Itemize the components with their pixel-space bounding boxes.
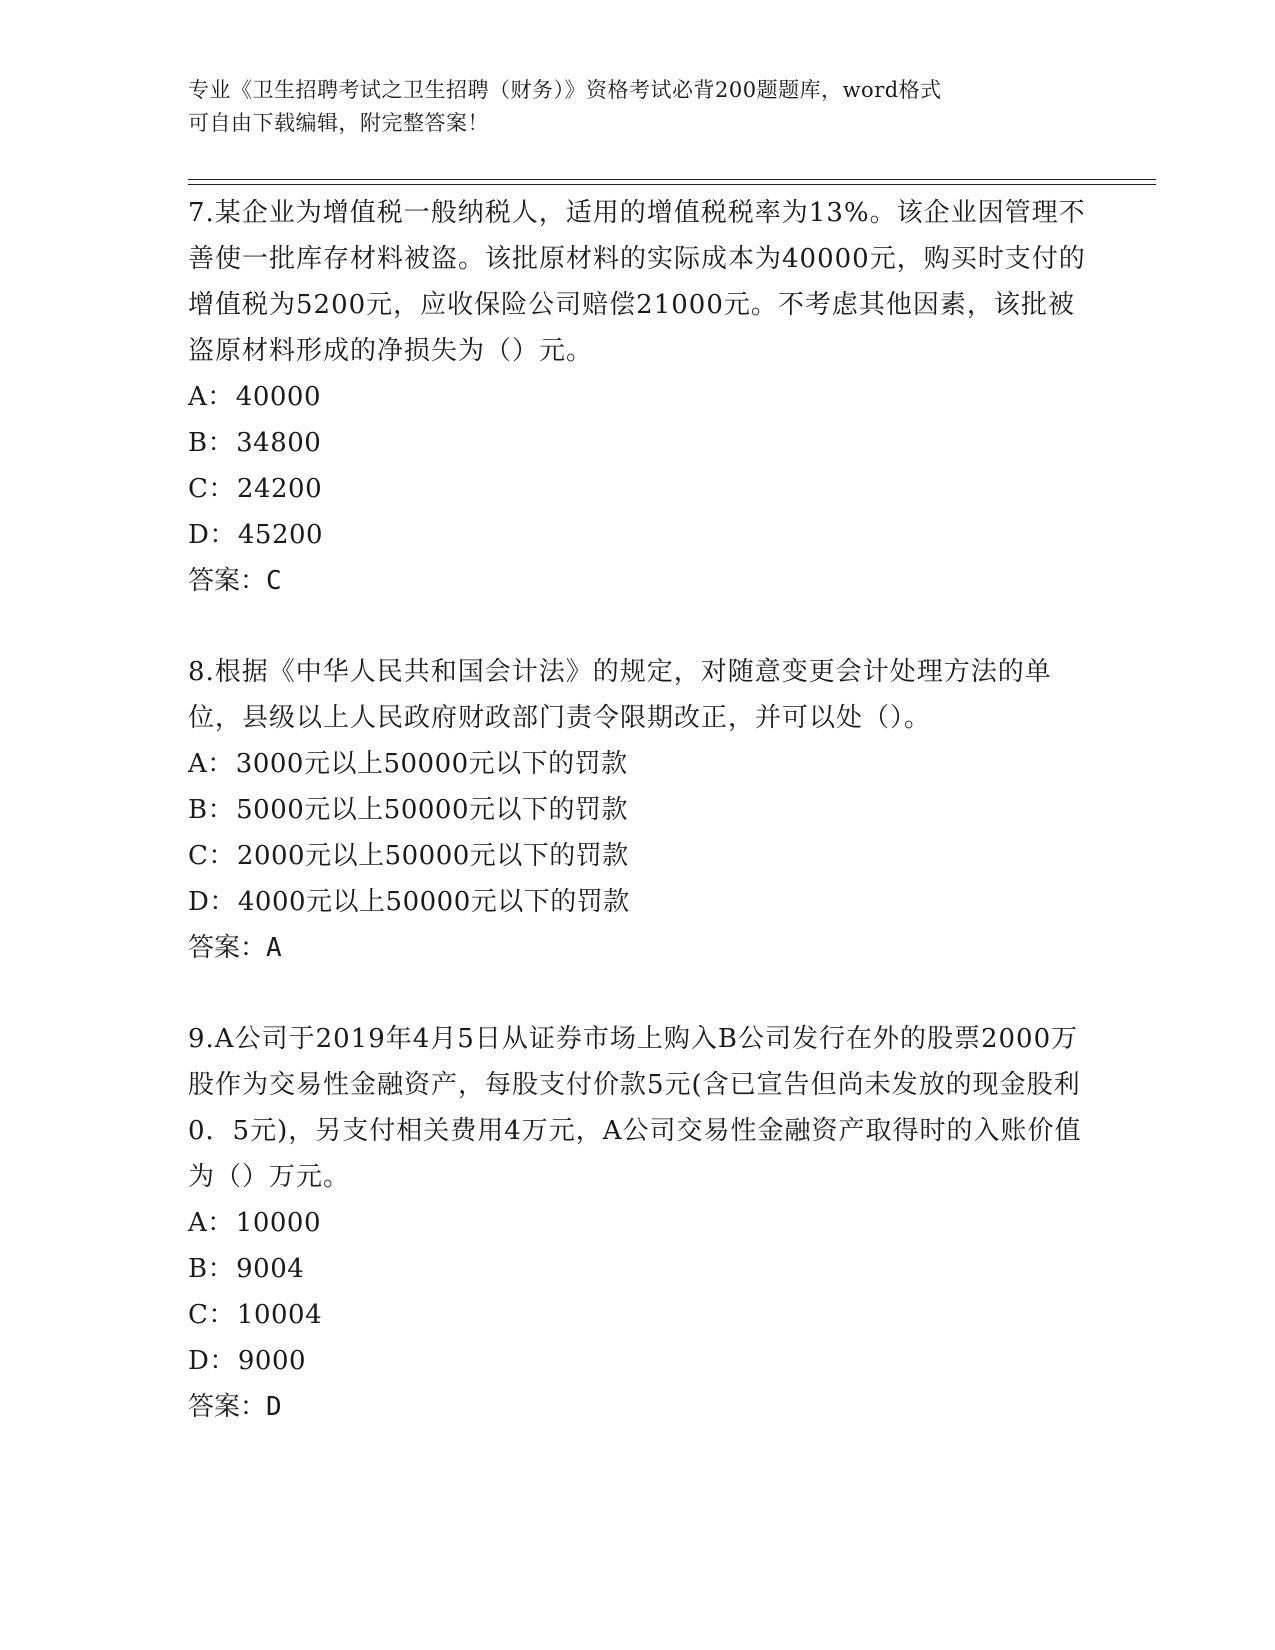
option-letter: D： [188,887,236,917]
answer-label: 答案： [188,566,267,596]
header-divider-top [188,179,1156,180]
option-letter: A： [188,382,234,412]
option-letter: B： [188,428,235,458]
option-text: 9000 [237,1346,307,1376]
option-text: 5000元以上50000元以下的罚款 [236,795,628,825]
option-d [188,879,1088,925]
option-b [188,1246,1088,1292]
answer-line [188,925,1088,971]
option-a [188,374,1088,420]
option-letter: C： [188,1300,235,1330]
option-a [188,741,1088,787]
option-text: 10000 [235,1208,321,1238]
question-9 [188,1016,1088,1430]
answer-value: A [266,933,282,963]
option-letter: B： [188,1254,235,1284]
option-text: 45200 [237,520,324,550]
answer-value: C [266,566,282,596]
option-d [188,512,1088,558]
header-line-1: 专业《卫生招聘考试之卫生招聘（财务）》资格考试必背200题题库，word格式 [188,78,942,102]
option-letter: C： [188,841,235,871]
option-b [188,420,1088,466]
answer-label: 答案： [188,933,267,963]
option-letter: C： [188,474,235,504]
question-stem: 9.A公司于2019年4月5日从证券市场上购入B公司发行在外的股票2000万股作为交易性金融资产，每股支付价款5元(含已宣告但尚未发放的现金股利0．5元)，另支付相关费用4万元，A公司交易性金融资产取得时的入账价值为（）万元。 [188,1024,1082,1192]
option-text: 34800 [236,428,322,458]
option-text: 40000 [235,382,321,412]
option-letter: A： [188,749,234,779]
option-letter: A： [188,1208,234,1238]
header-line-2: 可自由下载编辑，附完整答案！ [188,111,489,135]
answer-line [188,558,1088,604]
question-list [188,190,1088,1475]
answer-line [188,1384,1088,1430]
option-text: 24200 [236,474,323,504]
document-header [188,74,1088,140]
header-divider-bottom [188,184,1156,185]
option-letter: D： [188,1346,236,1376]
question-stem: 7.某企业为增值税一般纳税人，适用的增值税税率为13%。该企业因管理不善使一批库存材料被盗。该批原材料的实际成本为40000元，购买时支付的增值税为5200元，应收保险公司赔偿21000元。不考虑其他因素，该批被盗原材料形成的净损失为（）元。 [188,198,1086,366]
option-c [188,1292,1088,1338]
option-text: 4000元以上50000元以下的罚款 [237,887,630,917]
option-text: 10004 [236,1300,323,1330]
option-text: 2000元以上50000元以下的罚款 [236,841,629,871]
option-c [188,833,1088,879]
option-c [188,466,1088,512]
question-8 [188,649,1088,971]
option-text: 9004 [236,1254,305,1284]
answer-label: 答案： [188,1392,267,1422]
option-letter: D： [188,520,236,550]
question-7 [188,190,1088,604]
option-text: 3000元以上50000元以下的罚款 [235,749,628,779]
option-b [188,787,1088,833]
answer-value: D [266,1392,282,1422]
option-d [188,1338,1088,1384]
option-a [188,1200,1088,1246]
question-stem: 8.根据《中华人民共和国会计法》的规定，对随意变更会计处理方法的单位，县级以上人民政府财政部门责令限期改正，并可以处（）。 [188,657,1052,733]
option-letter: B： [188,795,235,825]
